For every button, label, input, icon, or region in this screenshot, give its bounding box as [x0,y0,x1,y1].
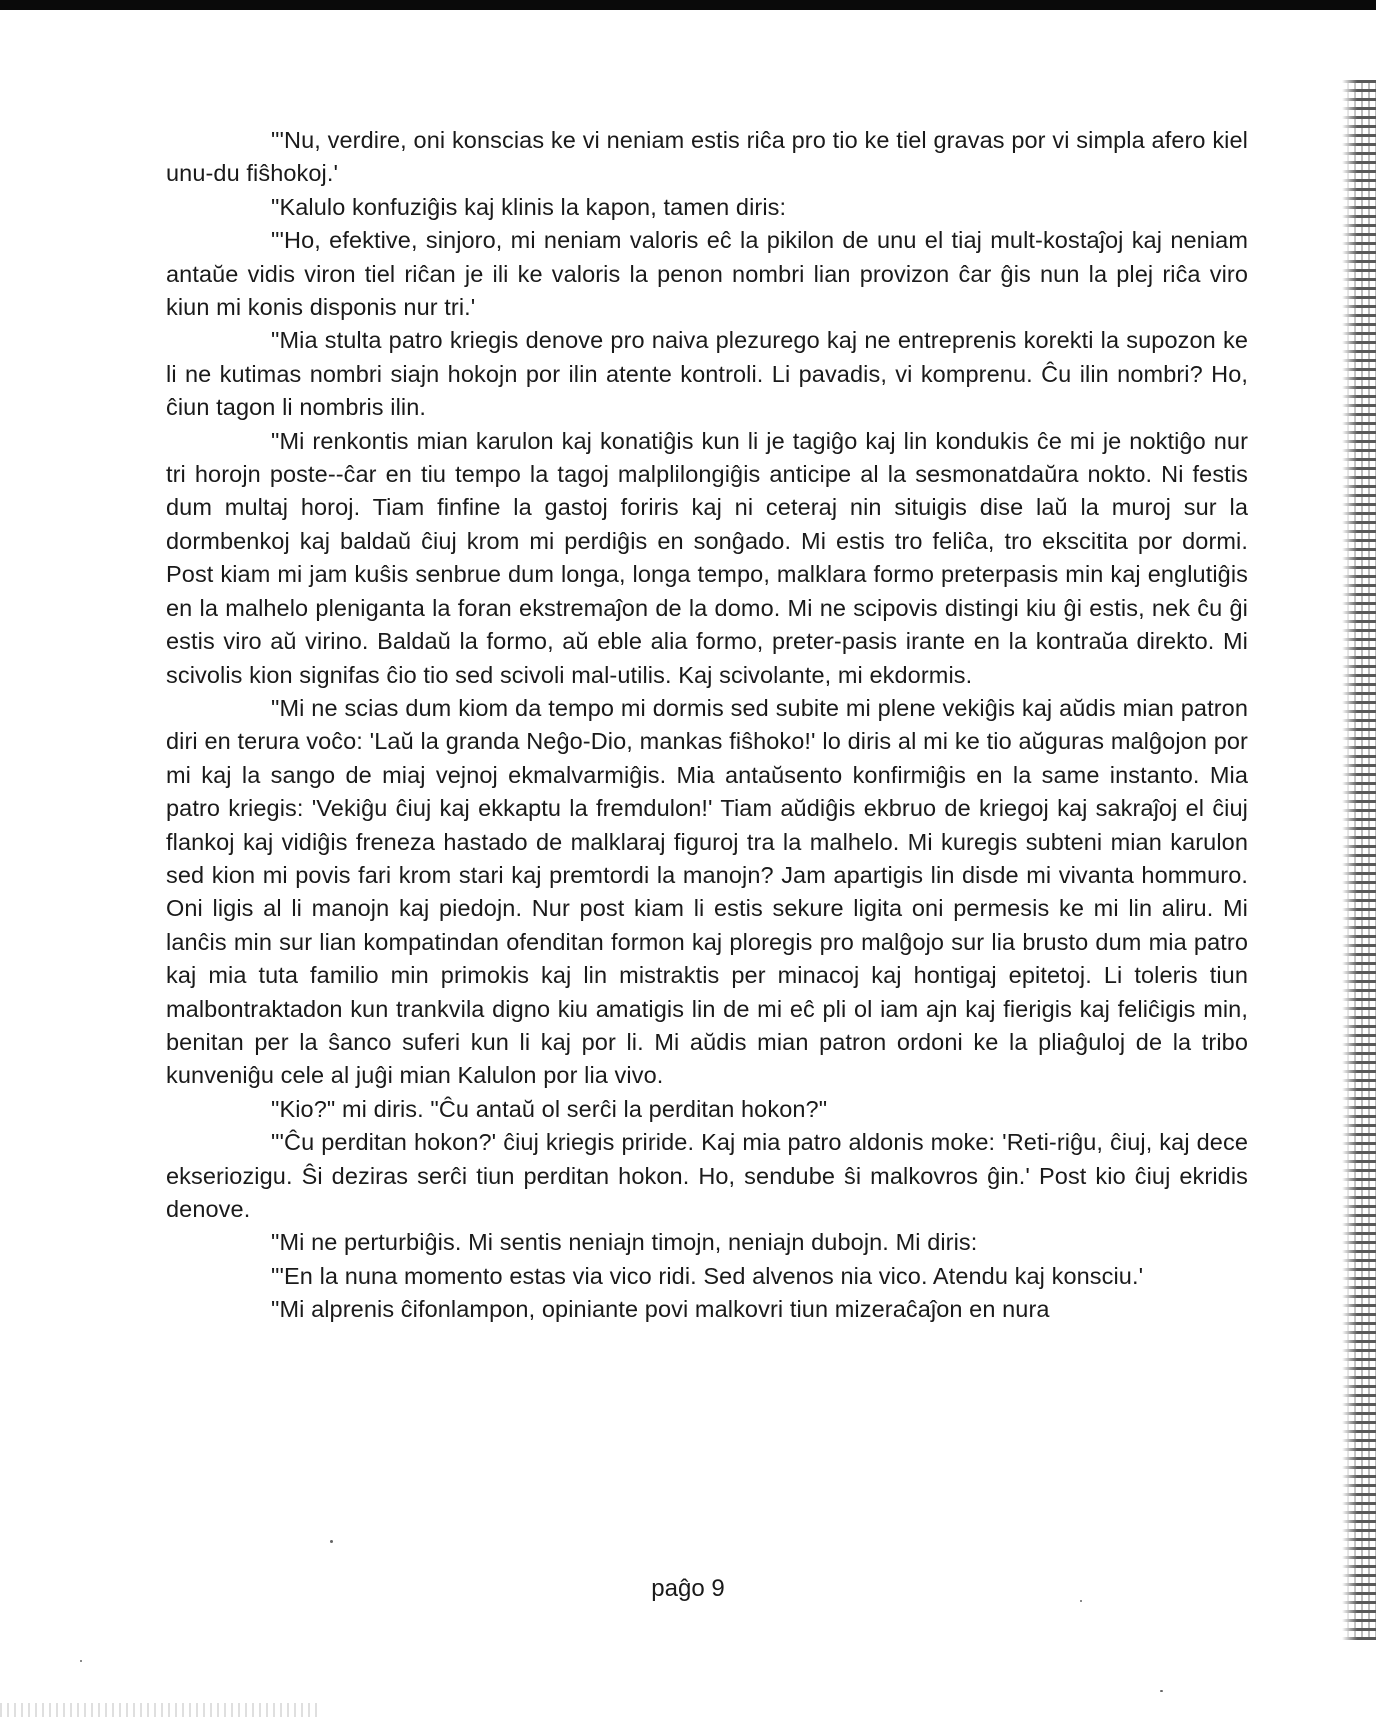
paragraph: "'En la nuna momento estas via vico ridi. Sed alvenos nia vico. Atendu kaj konsciu.' [271,1262,1144,1289]
paragraph: "Mi ne scias dum kiom da tempo mi dormis sed subite mi plene vekiĝis kaj aŭdis mian patron diri en terura voĉo: 'Laŭ la granda Neĝo-Dio, mankas fiŝhoko!' lo diris al mi ke tio aŭguras malĝojon por mi kaj la sango de miaj vejnoj ekmalvarmiĝis. Mia antaŭsento konfirmiĝis en la same instanto. Mia patro kriegis: 'Vekiĝu ĉiuj kaj ekkaptu la fremdulon!' Tiam aŭdiĝis ekbruo de kriegoj kaj sakraĵoj el ĉiuj flankoj kaj vidiĝis freneza hastado de malklaraj figuroj tra la malhelo. Mi kuregis subteni mian karulon sed kion mi povis fari krom stari kaj premtordi la manojn? Jam apartigis lin disde mi vivanta hommuro. Oni ligis al li manojn kaj piedojn. Nur post kiam li estis sekure ligita oni permesis ke mi lin aliru. Mi lanĉis min sur lian kompatindan ofenditan formon kaj ploregis pro malĝojo sur lia brusto dum mia patro kaj mia tuta familio min primokis kaj lin mistraktis per minacoj kaj hontigaj epitetoj. Li toleris tiun malbontraktadon kun trankvila digno kiu amatigis lin de mi eĉ pli ol iam ajn kaj fierigis kaj feliĉigis min, benitan per la ŝanco suferi kun li kaj por li. Mi aŭdis mian patron ordoni ke la pliaĝuloj de la tribo kunveniĝu cele al juĝi mian Kalulon por lia vivo. [166,694,1248,1089]
scan-top-border [0,0,1376,10]
scan-speck [330,1540,333,1543]
paragraph: "Kio?" mi diris. "Ĉu antaŭ ol serĉi la perditan hokon?" [271,1095,828,1122]
paragraph: "'Ĉu perditan hokon?' ĉiuj kriegis priride. Kaj mia patro aldonis moke: 'Reti-riĝu, ĉiuj, kaj dece ekseriozigu. Ŝi deziras serĉi tiun perditan hokon. Ho, sendube ŝi malkovros ĝin.' Post kio ĉiuj ekridis denove. [166,1129,1248,1222]
scan-binding-edge [1342,80,1376,1640]
paragraph: "Mi ne perturbiĝis. Mi sentis neniajn timojn, neniajn dubojn. Mi diris: [271,1229,978,1256]
paragraph: "Mi alprenis ĉifonlampon, opiniante povi malkovri tiun mizeraĉaĵon en nura [271,1296,1050,1323]
paragraph: "'Ho, efektive, sinjoro, mi neniam valoris eĉ la pikilon de unu el tiaj mult-kostaĵoj kaj neniam antaŭe vidis viron tiel riĉan je ili ke valoris la penon nombri lian provizon ĉar ĝis nun la plej riĉa viro kiun mi konis disponis nur tri.' [166,227,1248,321]
page-number: paĝo 9 [651,1575,725,1602]
paragraph: "'Nu, verdire, oni konscias ke vi neniam estis riĉa pro tio ke tiel gravas por vi simpla afero kiel unu-du fiŝhokoj.' [166,127,1248,187]
scan-speck [80,1660,82,1662]
scan-bottom-noise [0,1703,320,1717]
scan-speck [1160,1690,1163,1692]
paragraph: "Mia stulta patro kriegis denove pro naiva plezurego kaj ne entreprenis korekti la supozon ke li ne kutimas nombri siajn hokojn por ilin atente kontroli. Li pavadis, vi komprenu. Ĉu ilin nombri? Ho, ĉiun tagon li nombris ilin. [166,327,1248,421]
paragraph: "Mi renkontis mian karulon kaj konatiĝis kun li je tagiĝo kaj lin kondukis ĉe mi je noktiĝo nur tri horojn poste--ĉar en tiu tempo la tagoj malplilongiĝis anticipe al la sesmonatdaŭra nokto. Ni festis dum multaj horoj. Tiam finfine la gastoj foriris kaj ni ceteraj nin situigis dise laŭ la muroj sur la dormbenkoj kaj baldaŭ ĉiuj krom mi perdiĝis en sonĝado. Mi estis tro feliĉa, tro ekscitita por dormi. Post kiam mi jam kuŝis senbrue dum longa, longa tempo, malklara formo preterpasis min kaj englutiĝis en la malhelo pleniganta la foran ekstremaĵon de la domo. Mi ne scipovis distingi kiu ĝi estis, nek ĉu ĝi estis viro aŭ virino. Baldaŭ la formo, aŭ eble alia formo, preter-pasis irante en la kontraŭa direkto. Mi scivolis kion signifas ĉio tio sed scivoli mal-utilis. Kaj scivolante, mi ekdormis. [166,427,1248,688]
page-body [166,124,1248,1327]
paragraph: "Kalulo konfuziĝis kaj klinis la kapon, tamen diris: [271,193,787,220]
scan-speck [1080,1600,1082,1602]
